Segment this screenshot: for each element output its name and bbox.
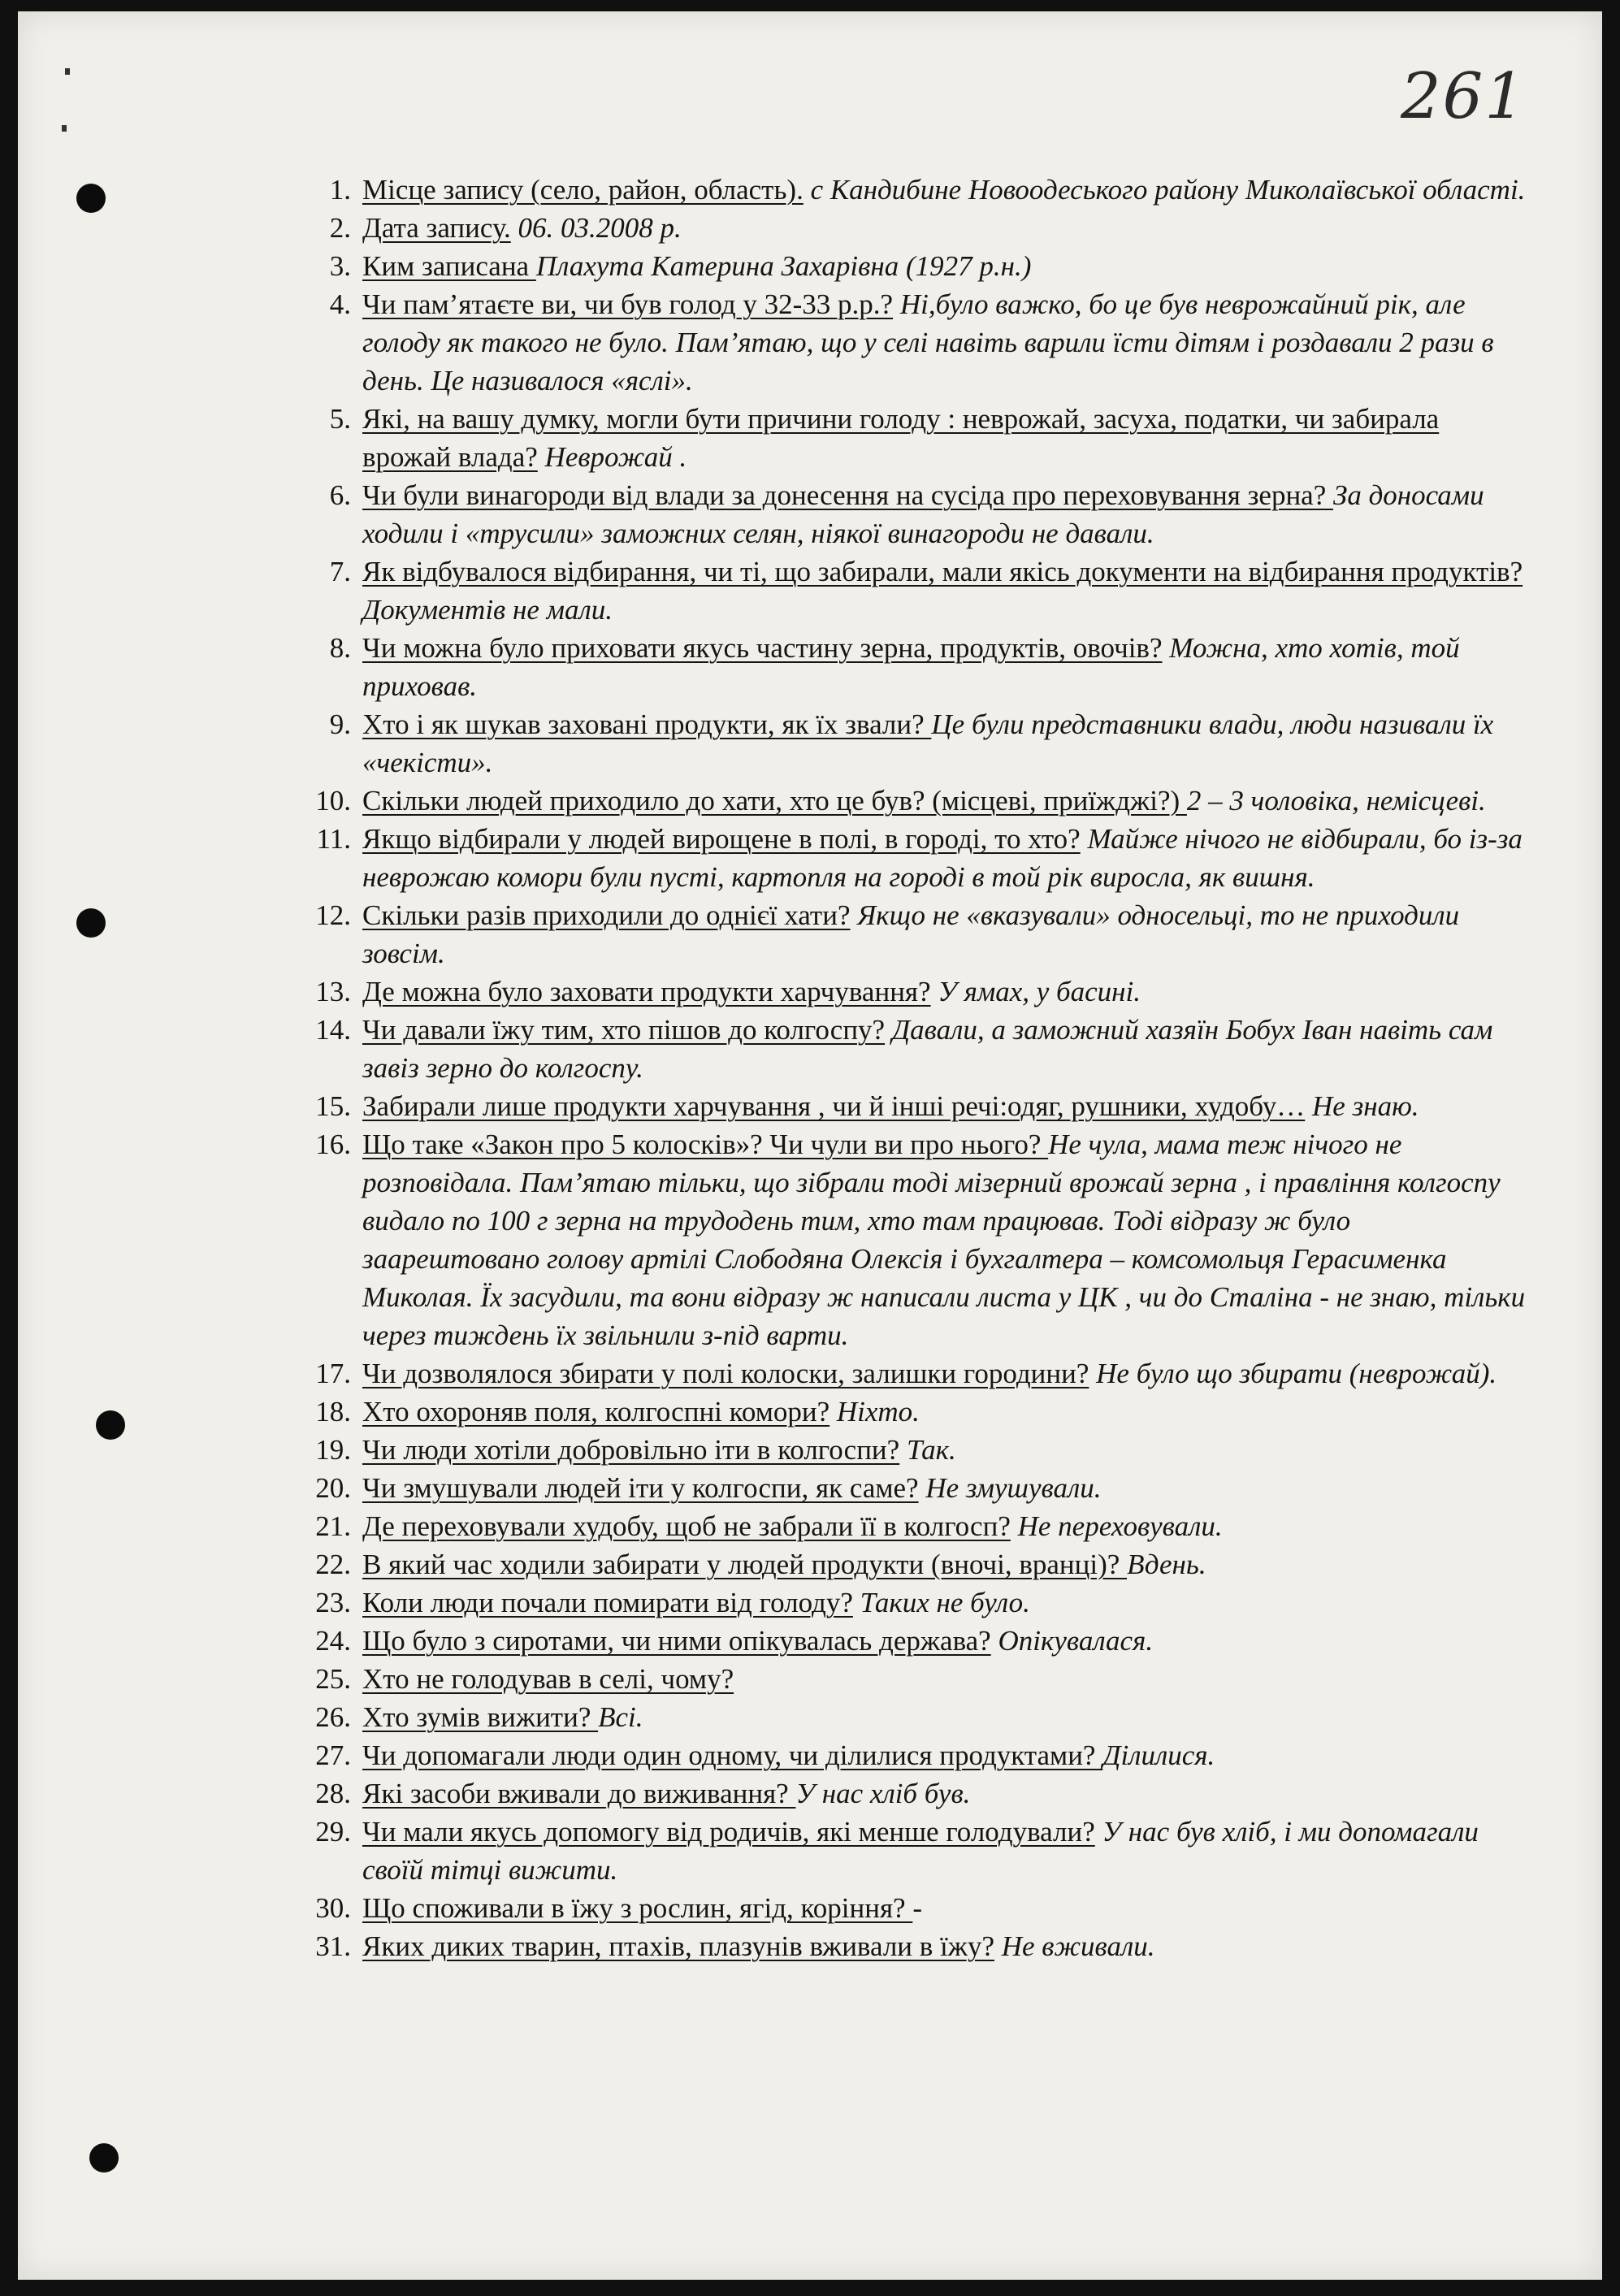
- answer-text: Це були представники влади, люди називали їх «чекісти».: [362, 708, 1494, 778]
- punch-hole: [76, 908, 106, 938]
- question-text: Чи пам’ятаєте ви, чи був голод у 32-33 р.р.?: [362, 288, 894, 320]
- question-item: [278, 1813, 1529, 1889]
- margin-mark: [62, 125, 67, 132]
- question-text: Як відбувалося відбирання, чи ті, що забирали, мали якісь документи на відбирання продуктів?: [362, 556, 1523, 587]
- question-text: В який час ходили забирати у людей продукти (вночі, вранці)?: [362, 1549, 1128, 1580]
- question-text: Яких диких тварин, птахів, плазунів вживали в їжу?: [362, 1930, 994, 1962]
- question-item: [278, 1736, 1529, 1774]
- question-text: Скільки разів приходили до однієї хати?: [362, 899, 851, 931]
- answer-text: Ніхто.: [836, 1396, 920, 1427]
- question-item: [278, 705, 1529, 782]
- question-item: [278, 1698, 1529, 1736]
- answer-text: 2 – 3 чоловіка, немісцеві.: [1186, 785, 1486, 817]
- question-text: Що споживали в їжу з рослин, ягід, коріння?: [362, 1892, 913, 1924]
- question-number: 7.: [329, 556, 351, 587]
- question-item: [278, 1469, 1529, 1507]
- question-item: [278, 1354, 1529, 1393]
- question-item: [278, 209, 1529, 247]
- question-text: Які, на вашу думку, могли бути причини голоду : неврожай, засуха, податки, чи забирала врожай влада?: [362, 403, 1440, 473]
- question-item: [278, 1889, 1529, 1927]
- question-text: Коли люди почали помирати від голоду?: [362, 1587, 853, 1618]
- question-number: 16.: [315, 1129, 351, 1160]
- answer-text: Не чула, мама теж нічого не розповідала. Пам’ятаю тільки, що зібрали тоді мізерний врожай зерна , і правління колгоспу видало по 100 г зерна на трудодень тим, хто там працював. Тоді відразу ж було заарештовано голову артілі Слободяна Олексія і бухгалтера – комсомольця Герасименка Миколая. Їх засудили, та вони відразу ж написали листа у ЦК , чи до Сталіна - не знаю, тільки через тиждень їх звільнили з-під варти.: [362, 1129, 1526, 1351]
- question-number: 21.: [315, 1510, 351, 1542]
- answer-text: Опікувалася.: [998, 1625, 1154, 1657]
- question-number: 18.: [315, 1396, 351, 1427]
- question-text: Чи дозволялося збирати у полі колоски, залишки городини?: [362, 1358, 1089, 1389]
- answer-text: Не переховували.: [1017, 1510, 1223, 1542]
- answer-text: с Кандибине Новоодеського району Миколаївської області.: [810, 174, 1526, 206]
- question-text: Де переховували худобу, щоб не забрали її в колгосп?: [362, 1510, 1011, 1542]
- question-text: Хто не голодував в селі, чому?: [362, 1663, 734, 1695]
- question-number: 19.: [315, 1434, 351, 1466]
- question-item: [278, 1545, 1529, 1583]
- answer-text: Всі.: [598, 1701, 643, 1733]
- answer-text: Вдень.: [1127, 1549, 1206, 1580]
- answer-text: Неврожай .: [544, 441, 687, 473]
- answer-text: Ні,було важко, бо це був неврожайний рік, але голоду як такого не було. Пам’ятаю, що у селі навіть варили їсти дітям і роздавали 2 рази в день. Це називалося «яслі».: [362, 288, 1494, 396]
- question-number: 10.: [315, 785, 351, 817]
- questionnaire-list: [278, 171, 1529, 1965]
- answer-text: Майже нічого не відбирали, бо із-за неврожаю комори були пусті, картопля на городі в той рік виросла, як вишня.: [362, 823, 1523, 893]
- question-number: 1.: [329, 174, 351, 206]
- question-text: Чи допомагали люди один одному, чи ділилися продуктами?: [362, 1739, 1103, 1771]
- question-item: [278, 1087, 1529, 1125]
- question-text: Чи люди хотіли добровільно іти в колгоспи?: [362, 1434, 900, 1466]
- question-item: [278, 1393, 1529, 1431]
- question-item: [278, 1774, 1529, 1813]
- question-text: Чи можна було приховати якусь частину зерна, продуктів, овочів?: [362, 632, 1163, 664]
- question-number: 6.: [329, 479, 351, 511]
- question-number: 5.: [329, 403, 351, 435]
- question-number: 3.: [329, 250, 351, 282]
- question-number: 12.: [315, 899, 351, 931]
- answer-text: Так.: [906, 1434, 956, 1466]
- question-item: [278, 247, 1529, 285]
- question-item: [278, 1431, 1529, 1469]
- answer-text: За доносами ходили і «трусили» заможних селян, ніякої винагороди не давали.: [362, 479, 1484, 549]
- question-item: [278, 400, 1529, 476]
- question-item: [278, 476, 1529, 552]
- answer-text: У ямах, у басині.: [938, 976, 1141, 1007]
- question-text: Хто і як шукав заховані продукти, як їх звали?: [362, 708, 932, 740]
- question-number: 8.: [329, 632, 351, 664]
- question-item: [278, 1622, 1529, 1660]
- answer-text: Не змушували.: [925, 1472, 1102, 1504]
- question-item: [278, 1507, 1529, 1545]
- question-text: Хто зумів вижити?: [362, 1701, 599, 1733]
- handwritten-page-number: 261: [1401, 60, 1527, 133]
- question-number: 26.: [315, 1701, 351, 1733]
- answer-text: 06. 03.2008 р.: [518, 212, 682, 244]
- question-text: Якщо відбирали у людей вирощене в полі, в городі, то хто?: [362, 823, 1081, 855]
- question-item: [278, 285, 1529, 400]
- question-item: [278, 1660, 1529, 1698]
- question-item: [278, 973, 1529, 1011]
- margin-mark: [65, 68, 70, 75]
- answer-text: Таких не було.: [860, 1587, 1030, 1618]
- question-text: Скільки людей приходило до хати, хто це був? (місцеві, приїжджі?): [362, 785, 1187, 817]
- question-text: Що було з сиротами, чи ними опікувалась держава?: [362, 1625, 991, 1657]
- question-number: 23.: [315, 1587, 351, 1618]
- question-text: Що таке «Закон про 5 колосків»? Чи чули ви про нього?: [362, 1129, 1049, 1160]
- question-text: Забирали лише продукти харчування , чи й інші речі:одяг, рушники, худобу…: [362, 1090, 1306, 1122]
- question-number: 28.: [315, 1778, 351, 1809]
- question-number: 31.: [315, 1930, 351, 1962]
- question-number: 20.: [315, 1472, 351, 1504]
- question-text: Де можна було заховати продукти харчування?: [362, 976, 931, 1007]
- question-number: 17.: [315, 1358, 351, 1389]
- question-text: Які засоби вживали до виживання?: [362, 1778, 796, 1809]
- question-text: Дата запису.: [362, 212, 511, 244]
- question-item: [278, 896, 1529, 973]
- answer-text: Не знаю.: [1312, 1090, 1419, 1122]
- punch-hole: [76, 184, 106, 213]
- question-number: 13.: [315, 976, 351, 1007]
- question-text: Чи були винагороди від влади за донесення на сусіда про переховування зерна?: [362, 479, 1333, 511]
- question-number: 22.: [315, 1549, 351, 1580]
- question-text: Хто охороняв поля, колгоспні комори?: [362, 1396, 830, 1427]
- question-number: 24.: [315, 1625, 351, 1657]
- punch-hole: [96, 1410, 125, 1440]
- question-item: [278, 552, 1529, 629]
- answer-text: Можна, хто хотів, той приховав.: [362, 632, 1460, 702]
- question-text: Чи давали їжу тим, хто пішов до колгоспу?: [362, 1014, 886, 1046]
- answer-text: Ділилися.: [1102, 1739, 1215, 1771]
- question-item: [278, 1583, 1529, 1622]
- punch-hole: [89, 2143, 119, 2173]
- question-item: [278, 1011, 1529, 1087]
- answer-text: Якщо не «вказували» односельці, то не приходили зовсім.: [362, 899, 1460, 969]
- question-text: Чи мали якусь допомогу від родичів, які менше голодували?: [362, 1816, 1095, 1848]
- question-text: Чи змушували людей іти у колгоспи, як саме?: [362, 1472, 919, 1504]
- question-number: 9.: [329, 708, 351, 740]
- question-item: [278, 1927, 1529, 1965]
- document-page: [18, 11, 1602, 2280]
- answer-text: -: [912, 1892, 922, 1924]
- answer-text: Плахута Катерина Захарівна (1927 р.н.): [535, 250, 1032, 282]
- question-number: 30.: [315, 1892, 351, 1924]
- answer-text: Документів не мали.: [362, 594, 613, 626]
- answer-text: Не було що збирати (неврожай).: [1096, 1358, 1497, 1389]
- answer-text: Не вживали.: [1001, 1930, 1155, 1962]
- question-number: 11.: [316, 823, 351, 855]
- question-item: [278, 629, 1529, 705]
- question-number: 4.: [329, 288, 351, 320]
- question-item: [278, 782, 1529, 820]
- question-number: 14.: [315, 1014, 351, 1046]
- question-item: [278, 171, 1529, 209]
- question-item: [278, 1125, 1529, 1354]
- question-number: 25.: [315, 1663, 351, 1695]
- answer-text: У нас хліб був.: [795, 1778, 971, 1809]
- question-number: 2.: [329, 212, 351, 244]
- question-number: 15.: [315, 1090, 351, 1122]
- question-text: Ким записана: [362, 250, 536, 282]
- question-text: Місце запису (село, район, область).: [362, 174, 804, 206]
- question-number: 29.: [315, 1816, 351, 1848]
- answer-text: У нас був хліб, і ми допомагали своїй тітці вижити.: [362, 1816, 1479, 1886]
- answer-text: Давали, а заможний хазяїн Бобух Іван навіть сам завіз зерно до колгоспу.: [362, 1014, 1493, 1084]
- question-number: 27.: [315, 1739, 351, 1771]
- question-item: [278, 820, 1529, 896]
